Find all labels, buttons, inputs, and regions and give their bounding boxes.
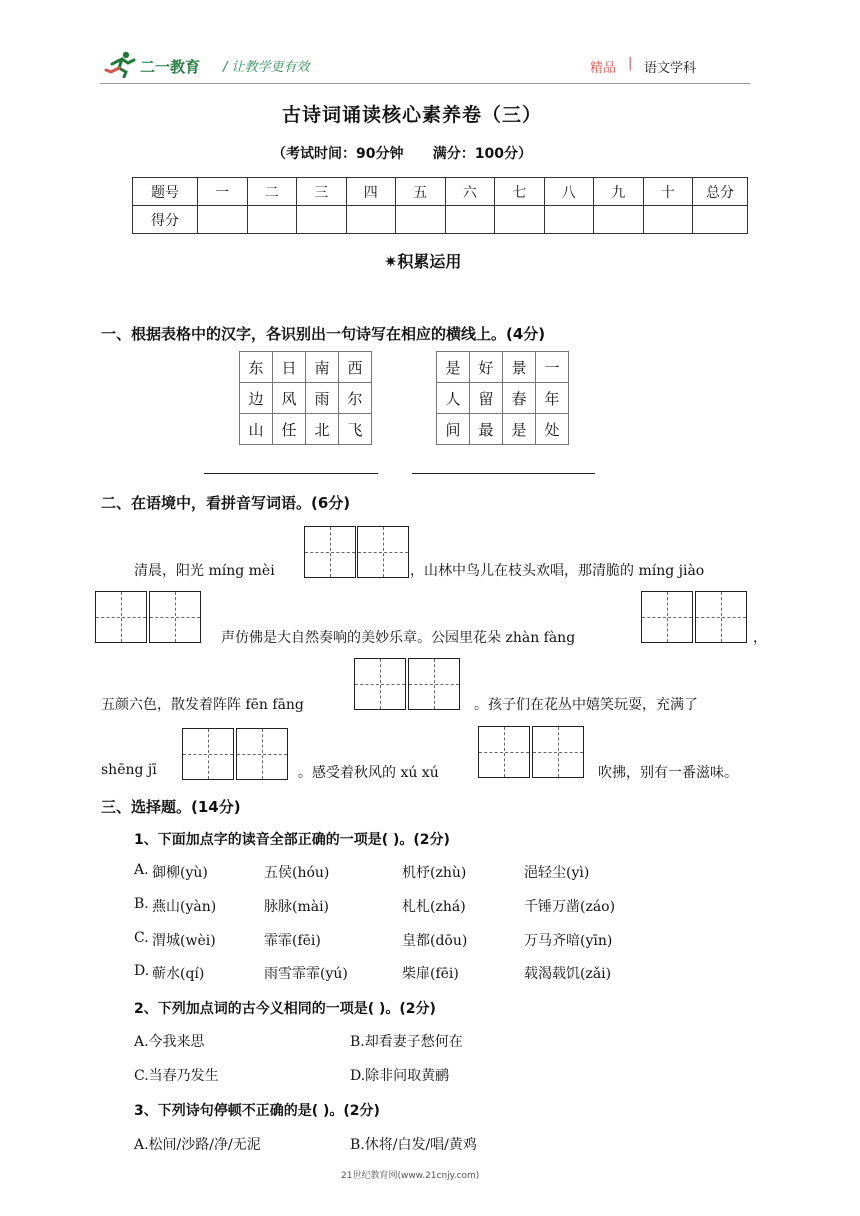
grid-char: 边 [240, 383, 273, 414]
score-cell: 四 [346, 178, 396, 206]
grid-char: 是 [437, 352, 470, 383]
score-cell: 三 [297, 178, 347, 206]
score-cell: 五 [396, 178, 446, 206]
score-input-cell[interactable] [198, 206, 248, 234]
option-item[interactable]: D.除非问取黄鹂 [350, 1068, 450, 1084]
option-label: D. [134, 963, 150, 979]
grid-char: 春 [503, 383, 536, 414]
score-input-cell[interactable] [693, 206, 748, 234]
writing-box[interactable] [532, 726, 584, 778]
header-logo [104, 50, 224, 78]
option-item[interactable]: C.当春乃发生 [134, 1068, 219, 1084]
grid-char: 山 [240, 414, 273, 445]
exam-info: （考试时间：90分钟 满分：100分） [272, 146, 532, 162]
grid-char: 风 [273, 383, 306, 414]
score-cell: 六 [445, 178, 495, 206]
header-separator: | [628, 56, 633, 71]
grid-char: 尔 [339, 383, 372, 414]
score-input-cell[interactable] [643, 206, 693, 234]
q2-text: 。感受着秋风的 xú xú [298, 765, 439, 781]
grid-char: 留 [470, 383, 503, 414]
grid-char: 最 [470, 414, 503, 445]
option-label: A. [134, 862, 149, 878]
q3-heading: 三、选择题。(14分) [101, 798, 241, 816]
writing-box[interactable] [695, 591, 747, 643]
option-item[interactable]: 脉脉(mài) [264, 899, 330, 915]
header-divider [100, 83, 750, 84]
option-item[interactable]: 蕲水(qí) [152, 966, 205, 982]
option-item[interactable]: 万马齐喑(yīn) [524, 933, 613, 949]
option-item[interactable]: 渭城(wèi) [152, 933, 216, 949]
grid-char: 日 [273, 352, 306, 383]
option-item[interactable]: 浥轻尘(yì) [524, 865, 590, 881]
score-input-cell[interactable] [495, 206, 545, 234]
q1-grid-right [436, 351, 569, 445]
q1-heading: 一、根据表格中的汉字，各识别出一句诗写在相应的横线上。(4分) [101, 325, 546, 343]
q2-heading: 二、在语境中，看拼音写词语。(6分) [101, 494, 351, 512]
grid-char: 人 [437, 383, 470, 414]
writing-box[interactable] [641, 591, 693, 643]
grid-char: 飞 [339, 414, 372, 445]
option-item[interactable]: 千锤万凿(záo) [524, 899, 616, 915]
score-cell: 二 [247, 178, 297, 206]
score-table-header-row [133, 178, 748, 206]
option-item[interactable]: 霏霏(fēi) [264, 933, 321, 949]
q2-text: ，山林中鸟儿在枝头欢唱，那清脆的 míng jiào [410, 563, 705, 579]
score-input-cell[interactable] [247, 206, 297, 234]
score-input-cell[interactable] [346, 206, 396, 234]
footer-source: 21世纪教育网(www.21cnjy.com) [341, 1171, 480, 1181]
score-cell: 十 [643, 178, 693, 206]
page-title: 古诗词诵读核心素养卷（三） [282, 104, 543, 126]
header-subject: 语文学科 [644, 61, 697, 76]
q2-text: ， [753, 630, 767, 646]
grid-char: 东 [240, 352, 273, 383]
answer-line[interactable] [204, 473, 378, 474]
score-cell: 总分 [693, 178, 748, 206]
writing-box[interactable] [236, 728, 288, 780]
q2-text: shēng jī [101, 762, 157, 778]
option-item[interactable]: 柴扉(fēi) [402, 966, 459, 982]
grid-char: 是 [503, 414, 536, 445]
writing-box[interactable] [357, 526, 409, 578]
option-item[interactable]: 皇都(dōu) [402, 933, 468, 949]
q3-2-question: 2、下列加点词的古今义相同的一项是( )。(2分) [134, 1001, 436, 1017]
runner-logo-icon [104, 50, 138, 78]
writing-box[interactable] [478, 726, 530, 778]
score-cell: 九 [594, 178, 644, 206]
q2-text: 清晨，阳光 míng mèi [134, 563, 275, 579]
option-item[interactable]: B.休将/白发/唱/黄鸡 [350, 1137, 477, 1153]
section-heading: ✷积累运用 [384, 252, 462, 271]
score-row-label: 得分 [133, 206, 198, 234]
option-item[interactable]: 雨雪霏霏(yú) [264, 966, 348, 982]
q2-text: 五颜六色，散发着阵阵 fēn fāng [101, 697, 304, 713]
option-item[interactable]: B.却看妻子愁何在 [350, 1034, 463, 1050]
grid-char: 南 [306, 352, 339, 383]
score-input-cell[interactable] [396, 206, 446, 234]
grid-char: 一 [536, 352, 569, 383]
writing-box[interactable] [304, 526, 356, 578]
option-item[interactable]: 载渴载饥(zǎi) [524, 966, 612, 982]
grid-char: 处 [536, 414, 569, 445]
grid-char: 景 [503, 352, 536, 383]
header-tag: 精品 [590, 61, 617, 76]
grid-char: 雨 [306, 383, 339, 414]
writing-box[interactable] [408, 658, 460, 710]
option-item[interactable]: 五侯(hóu) [264, 865, 330, 881]
score-cell: 题号 [133, 178, 198, 206]
q2-text: 声仿佛是大自然奏响的美妙乐章。公园里花朵 zhàn fàng [221, 630, 576, 646]
writing-box[interactable] [149, 591, 201, 643]
grid-char: 年 [536, 383, 569, 414]
option-item[interactable]: A.松间/沙路/净/无泥 [134, 1137, 261, 1153]
score-input-cell[interactable] [445, 206, 495, 234]
grid-char: 间 [437, 414, 470, 445]
header-slogan: / 让教学更有效 [223, 60, 310, 75]
option-item[interactable]: 札札(zhá) [402, 899, 466, 915]
q2-text: 。孩子们在花丛中嬉笑玩耍，充满了 [474, 697, 698, 713]
score-cell: 八 [544, 178, 594, 206]
score-input-cell[interactable] [297, 206, 347, 234]
writing-box[interactable] [95, 591, 147, 643]
score-input-cell[interactable] [544, 206, 594, 234]
logo-text: 二一教育 [140, 58, 201, 76]
option-item[interactable]: 机杼(zhù) [402, 865, 467, 881]
score-table [132, 177, 748, 234]
answer-line[interactable] [412, 473, 595, 474]
grid-char: 好 [470, 352, 503, 383]
option-label: B. [134, 896, 149, 912]
score-table-score-row [133, 206, 748, 234]
option-item[interactable]: 燕山(yàn) [152, 899, 217, 915]
option-label: C. [134, 930, 149, 946]
q3-1-question: 1、下面加点字的读音全部正确的一项是( )。(2分) [134, 832, 450, 848]
writing-box[interactable] [182, 728, 234, 780]
writing-box[interactable] [354, 658, 406, 710]
option-item[interactable]: 御柳(yù) [152, 865, 208, 881]
option-item[interactable]: A.今我来思 [134, 1034, 205, 1050]
grid-char: 北 [306, 414, 339, 445]
q3-3-question: 3、下列诗句停顿不正确的是( )。(2分) [134, 1103, 380, 1119]
grid-char: 西 [339, 352, 372, 383]
score-cell: 七 [495, 178, 545, 206]
q1-grid-left [239, 351, 372, 445]
score-cell: 一 [198, 178, 248, 206]
score-input-cell[interactable] [594, 206, 644, 234]
q2-text: 吹拂，别有一番滋味。 [598, 765, 738, 781]
grid-char: 任 [273, 414, 306, 445]
